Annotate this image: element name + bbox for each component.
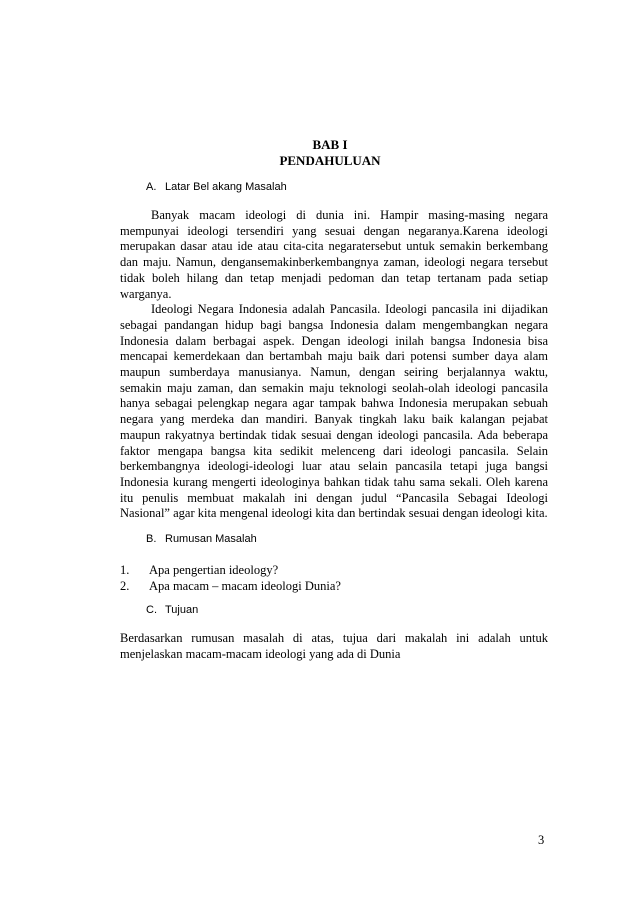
list-text: Apa pengertian ideology? xyxy=(149,563,279,577)
section-heading-c xyxy=(146,604,198,616)
chapter-number: BAB I xyxy=(312,137,348,152)
section-label-a: A. xyxy=(146,181,157,193)
section-heading-b xyxy=(146,533,257,545)
section-label-b: B. xyxy=(146,533,157,545)
list-number: 1. xyxy=(120,563,130,577)
list-number: 2. xyxy=(120,579,130,593)
chapter-title: PENDAHULUAN xyxy=(279,153,381,168)
background-paragraph-1: Banyak macam ideologi di dunia ini. Hampir masing-masing negara mempunyai ideologi tersendiri yang sesuai dengan negaranya.Karena ideologi merupakan dasar atau ide atau cita-cita negaratersebut untuk semakin berkembang dan maju. Namun, dengansemakinberkembangnya zaman, ideologi negara tersebut tidak boleh hilang dan tetap menjadi pedoman dan tetap tertanam pada setiap warganya. xyxy=(120,208,548,301)
list-text: Apa macam – macam ideologi Dunia? xyxy=(149,579,341,593)
section-label-c: C. xyxy=(146,604,157,616)
section-text-c: Tujuan xyxy=(165,604,199,616)
questions-list xyxy=(120,562,548,594)
section-text-a: Latar Bel akang Masalah xyxy=(165,181,287,193)
section-heading-a xyxy=(146,181,287,193)
page-number: 3 xyxy=(538,833,545,847)
list-item xyxy=(120,562,548,578)
section-text-b: Rumusan Masalah xyxy=(165,533,257,545)
list-item xyxy=(120,578,548,594)
background-paragraph-2: Ideologi Negara Indonesia adalah Pancasila. Ideologi pancasila ini dijadikan sebagai pandangan hidup bagi bangsa Indonesia dalam mengembangkan negara Indonesia dalam berbagai aspek. Dengan ideologi inilah bangsa Indonesia bisa mencapai kemerdekaan dan bertambah maju baik dari potensi sumber daya alam maupun sumberdaya manusianya. Namun, dengan seiring berjalannya waktu, semakin maju zaman, dan semakin maju teknologi seolah-olah ideologi pancasila hanya sebagai pelengkap negara agar tampak bahwa Indonesia merupakan sebuah negara yang merdeka dan mandiri. Banyak tingkah laku baik kalangan pejabat maupun rakyatnya bertindak tidak sesuai dengan ideologi pancasila. Ada beberapa faktor mengapa bangsa kita sedikit melenceng dari ideologi pancasila. Selain berkembangnya ideologi-ideologi luar atau selain pancasila tetapi juga bangsi Indonesia kurang mengerti ideologinya bahkan tidak tahu sama sekali. Oleh karena itu penulis membuat makalah ini dengan judul “Pancasila Sebagai Ideologi Nasional” agar kita mengenal ideologi kita dan bertindak sesuai dengan ideologi kita. xyxy=(120,302,548,521)
purpose-paragraph: Berdasarkan rumusan masalah di atas, tujua dari makalah ini adalah untuk menjelaskan macam-macam ideologi yang ada di Dunia xyxy=(120,631,548,661)
background-section xyxy=(120,208,548,522)
